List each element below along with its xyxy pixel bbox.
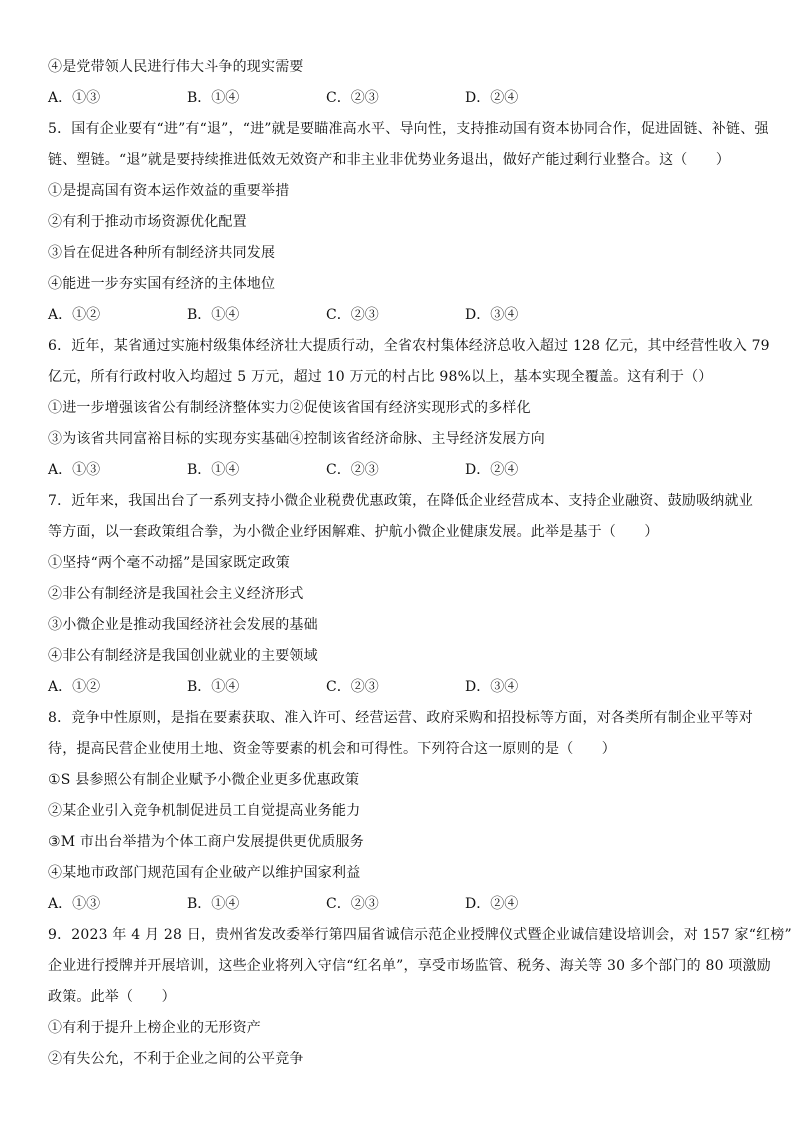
exam-page bbox=[48, 52, 792, 1075]
q8-statement-3: ③M 市出台举措为个体工商户发展提供更优质服务 bbox=[48, 834, 364, 850]
q7-statement-1: ①坚持“两个毫不动摇”是国家既定政策 bbox=[48, 555, 290, 571]
q8-statement-2: ②某企业引入竞争机制促进员工自觉提高业务能力 bbox=[48, 803, 361, 819]
q7-options bbox=[48, 672, 754, 703]
q4-statement-4: ④是党带领人民进行伟大斗争的现实需要 bbox=[48, 59, 304, 75]
q8-statement-1: ①S 县参照公有制企业赋予小微企业更多优惠政策 bbox=[48, 772, 360, 788]
q7-option-d[interactable]: D．③④ bbox=[465, 679, 519, 695]
q7-statement-3: ③小微企业是推动我国经济社会发展的基础 bbox=[48, 617, 318, 633]
q7-stem-line-2: 等方面，以一套政策组合拳，为小微企业纾困解难、护航小微企业健康发展。此举是基于（ ） bbox=[48, 524, 659, 540]
q8-option-a[interactable]: A．①③ bbox=[48, 896, 101, 912]
q5-option-d[interactable]: D．③④ bbox=[465, 307, 519, 323]
q5-stem-line-2: 链、塑链。“退”就是要持续推进低效无效资产和非主业非优势业务退出，做好产能过剩行业整合。这（ ） bbox=[48, 152, 731, 168]
q6-option-a[interactable]: A．①③ bbox=[48, 462, 101, 478]
q9-stem-line-3: 政策。此举（ ） bbox=[48, 989, 176, 1005]
q5-statement-1: ①是提高国有资本运作效益的重要举措 bbox=[48, 183, 290, 199]
q5-stem bbox=[48, 114, 769, 176]
q7-option-a[interactable]: A．①② bbox=[48, 679, 101, 695]
q7-statement-4: ④非公有制经济是我国创业就业的主要领域 bbox=[48, 648, 318, 664]
q5-stem-line-1: 5．国有企业要有“进”有“退”，“进”就是要瞄准高水平、导向性，支持推动国有资本协同合作，促进固链、补链、强 bbox=[48, 121, 769, 137]
q7-option-c[interactable]: C．②③ bbox=[326, 679, 379, 695]
q8-statement-4: ④某地市政部门规范国有企业破产以维护国家利益 bbox=[48, 865, 361, 881]
q6-option-d[interactable]: D．②④ bbox=[465, 462, 519, 478]
q6-stem bbox=[48, 331, 770, 393]
q8-options bbox=[48, 889, 754, 920]
q6-statement-1: ①进一步增强该省公有制经济整体实力②促使该省国有经济实现形式的多样化 bbox=[48, 400, 531, 416]
q5-statement-4: ④能进一步夯实国有经济的主体地位 bbox=[48, 276, 276, 292]
q8-stem-line-1: 8．竞争中性原则，是指在要素获取、准入许可、经营运营、政府采购和招投标等方面，对各类所有制企业平等对 bbox=[48, 710, 753, 726]
q8-option-d[interactable]: D．②④ bbox=[465, 896, 519, 912]
q4-option-c[interactable]: C．②③ bbox=[326, 90, 379, 106]
q5-statement-2: ②有利于推动市场资源优化配置 bbox=[48, 214, 247, 230]
q5-option-a[interactable]: A．①② bbox=[48, 307, 101, 323]
q9-stem-line-1: 9．2023 年 4 月 28 日，贵州省发改委举行第四届省诚信示范企业授牌仪式暨企业诚信建设培训会，对 157 家“红榜” bbox=[48, 927, 792, 943]
q4-options bbox=[48, 83, 754, 114]
q6-option-c[interactable]: C．②③ bbox=[326, 462, 379, 478]
q8-stem-line-2: 待，提高民营企业使用土地、资金等要素的机会和可得性。下列符合这一原则的是（ ） bbox=[48, 741, 616, 757]
q7-stem bbox=[48, 486, 754, 548]
q9-stem-line-2: 企业进行授牌并开展培训，这些企业将列入守信“红名单”，享受市场监管、税务、海关等 30 多个部门的 80 项激励 bbox=[48, 958, 771, 974]
q8-option-c[interactable]: C．②③ bbox=[326, 896, 379, 912]
q7-stem-line-1: 7．近年来，我国出台了一系列支持小微企业税费优惠政策，在降低企业经营成本、支持企业融资、鼓励吸纳就业 bbox=[48, 493, 753, 509]
q9-statement-2: ②有失公允，不利于企业之间的公平竞争 bbox=[48, 1051, 304, 1067]
q4-option-a[interactable]: A．①③ bbox=[48, 90, 101, 106]
q6-stem-line-1: 6．近年，某省通过实施村级集体经济壮大提质行动，全省农村集体经济总收入超过 128 亿元，其中经营性收入 79 bbox=[48, 338, 770, 354]
q5-statement-3: ③旨在促进各种所有制经济共同发展 bbox=[48, 245, 276, 261]
q7-statement-2: ②非公有制经济是我国社会主义经济形式 bbox=[48, 586, 304, 602]
q9-stem bbox=[48, 920, 792, 1013]
q6-options bbox=[48, 455, 754, 486]
q5-options bbox=[48, 300, 754, 331]
q5-option-b[interactable]: B．①④ bbox=[187, 307, 240, 323]
q6-statement-2: ③为该省共同富裕目标的实现夯实基础④控制该省经济命脉、主导经济发展方向 bbox=[48, 431, 545, 447]
q8-option-b[interactable]: B．①④ bbox=[187, 896, 240, 912]
q9-statement-1: ①有利于提升上榜企业的无形资产 bbox=[48, 1020, 261, 1036]
q6-stem-line-2: 亿元，所有行政村收入均超过 5 万元，超过 10 万元的村占比 98%以上，基本实现全覆盖。这有利于（） bbox=[48, 369, 713, 385]
q5-option-c[interactable]: C．②③ bbox=[326, 307, 379, 323]
q4-option-b[interactable]: B．①④ bbox=[187, 90, 240, 106]
q6-option-b[interactable]: B．①④ bbox=[187, 462, 240, 478]
q8-stem bbox=[48, 703, 754, 765]
q7-option-b[interactable]: B．①④ bbox=[187, 679, 240, 695]
q4-option-d[interactable]: D．②④ bbox=[465, 90, 519, 106]
